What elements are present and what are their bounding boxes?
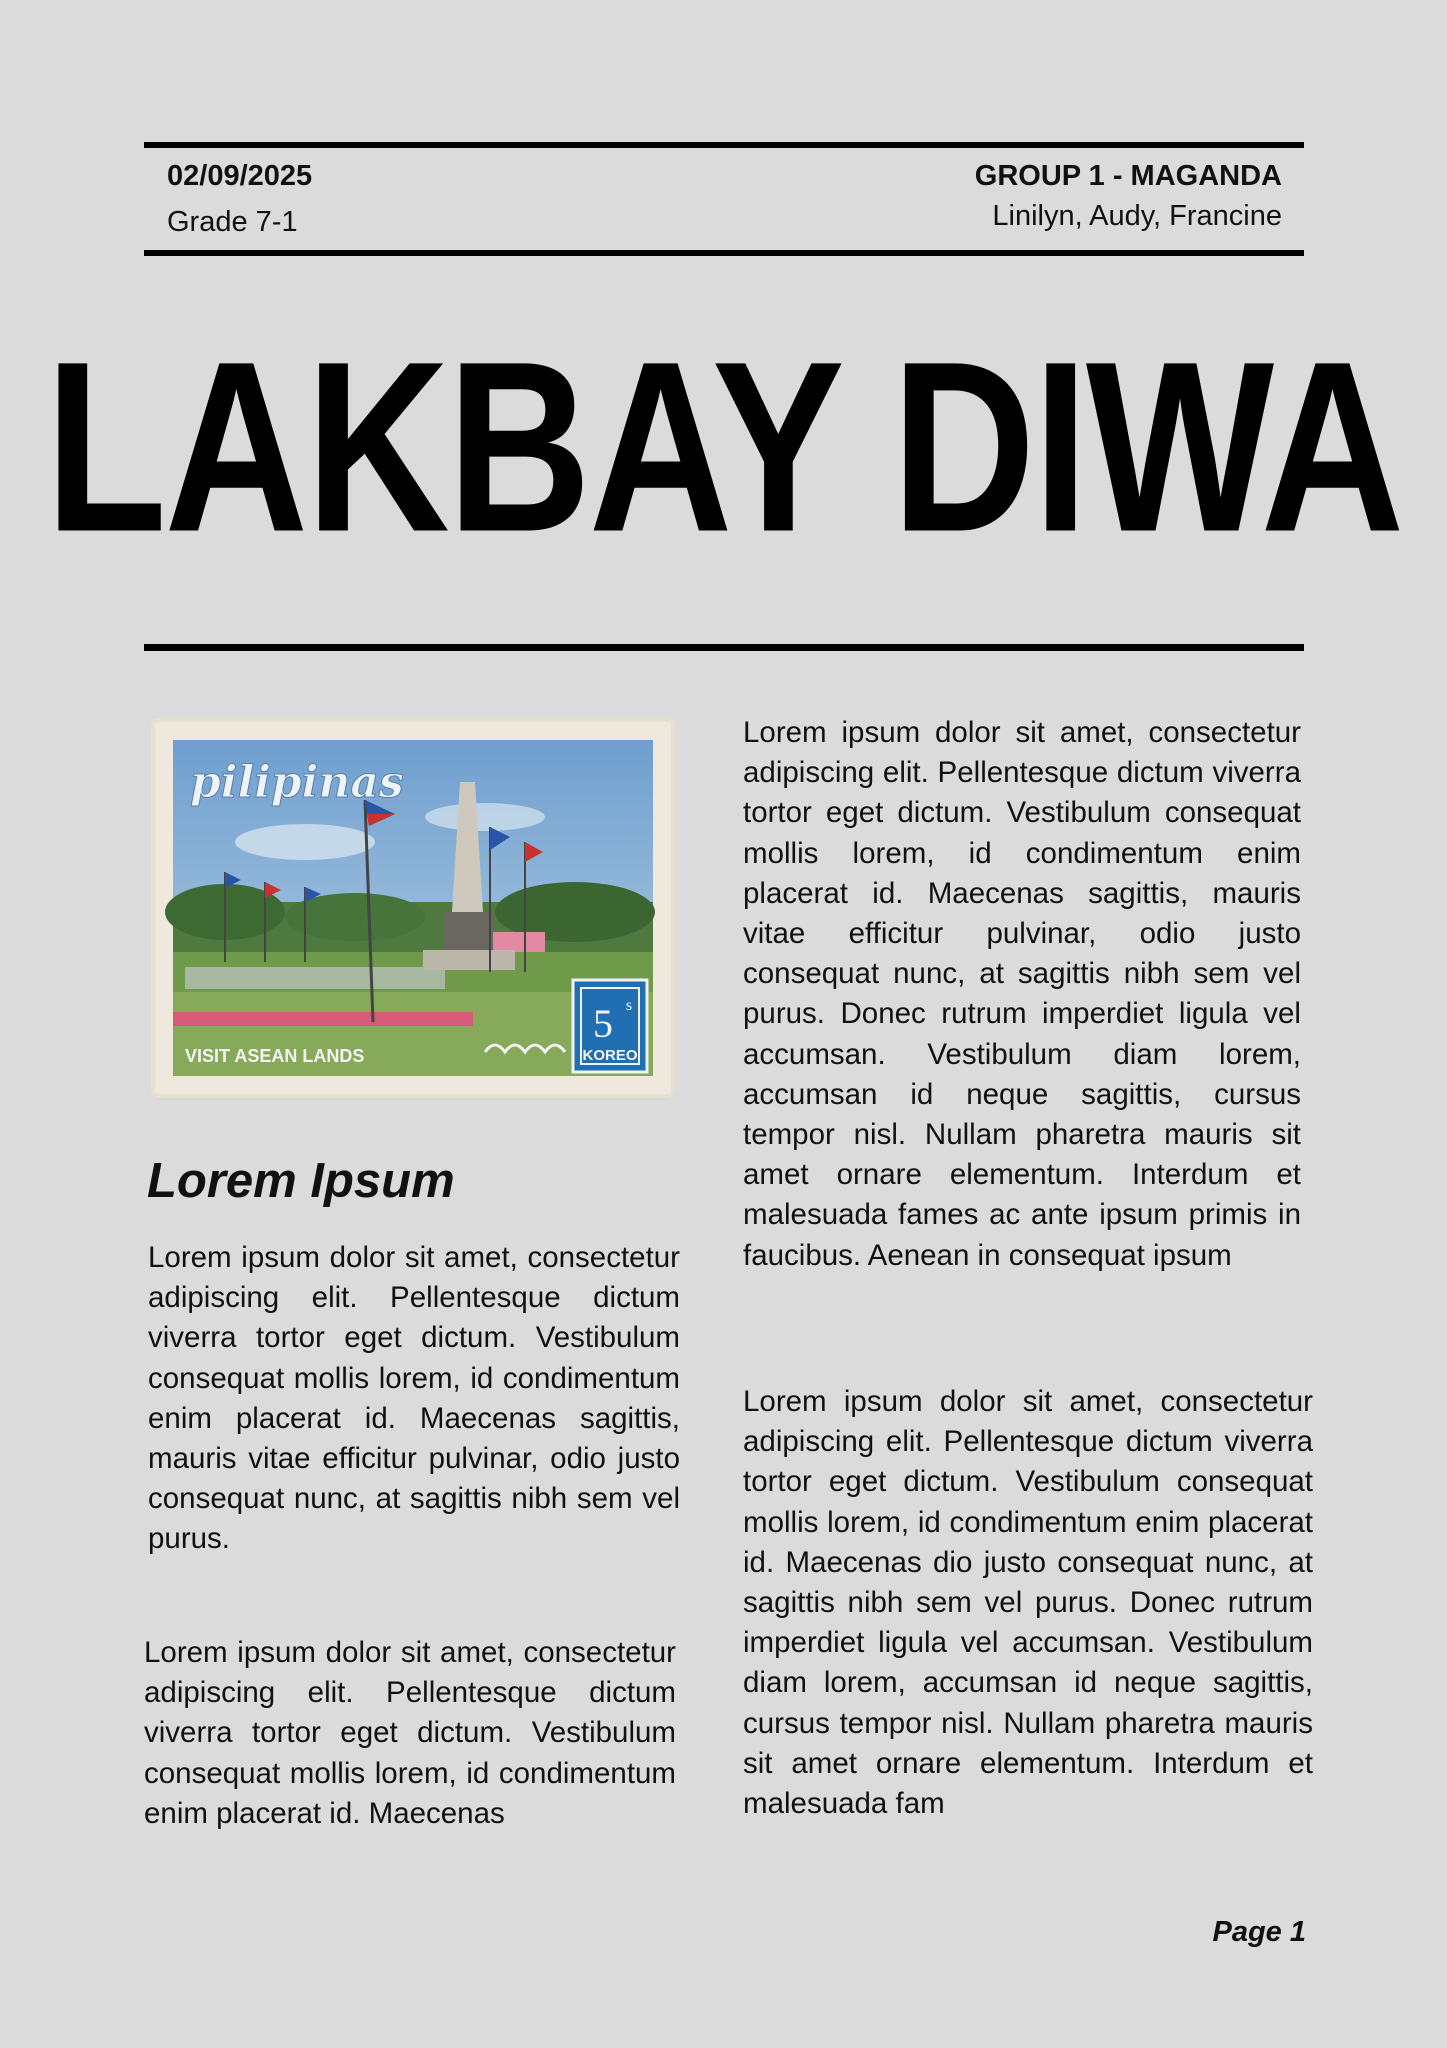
stamp-country: pilipinas xyxy=(190,757,404,808)
header-bottom-rule xyxy=(144,250,1304,256)
top-rule xyxy=(144,142,1304,148)
group-members: Linilyn, Audy, Francine xyxy=(992,200,1282,232)
masthead xyxy=(45,311,1403,583)
right-paragraph-2: Lorem ipsum dolor sit amet, consectetur adipiscing elit. Pellentesque dictum viverra tortor eget dictum. Vestibulum consequat mollis lorem, id condimentum enim placerat id. Maecenas dio justo consequat nunc, at sagittis nibh sem vel purus. Donec rutrum imperdiet ligula vel accumsan. Vestibulum diam lorem, accumsan id neque sagittis, cursus tempor nisl. Nullam pharetra mauris sit amet ornare elementum. Interdum et malesuada fam xyxy=(743,1385,1313,1821)
masthead-rule xyxy=(144,644,1304,651)
left-paragraph-2: Lorem ipsum dolor sit amet, consectetur adipiscing elit. Pellentesque dictum viverra tortor eget dictum. Vestibulum consequat mollis lorem, id condimentum enim placerat id. Maecenas xyxy=(144,1636,676,1830)
stamp-artwork xyxy=(155,722,671,1094)
postage-stamp-image xyxy=(155,722,671,1094)
stamp-value: 5 xyxy=(593,1001,613,1046)
grade-label: Grade 7-1 xyxy=(167,206,298,238)
masthead-title: LAKBAY DIWA xyxy=(45,311,1403,583)
left-paragraph-1: Lorem ipsum dolor sit amet, consectetur adipiscing elit. Pellentesque dictum viverra tortor eget dictum. Vestibulum consequat mollis lorem, id condimentum enim placerat id. Maecenas sagittis, mauris vitae efficitur pulvinar, odio justo consequat nunc, at sagittis nibh sem vel purus. xyxy=(148,1241,680,1556)
article-heading: Lorem Ipsum xyxy=(147,1154,455,1208)
page-number: Page 1 xyxy=(1212,1916,1306,1948)
right-paragraph-1: Lorem ipsum dolor sit amet, consectetur adipiscing elit. Pellentesque dictum viverra tortor eget dictum. Vestibulum consequat mollis lorem, id condimentum enim placerat id. Maecenas sagittis, mauris vitae efficitur pulvinar, odio justo consequat nunc, at sagittis nibh sem vel purus. Donec rutrum imperdiet ligula vel accumsan. Vestibulum diam lorem, accumsan id neque sagittis, cursus tempor nisl. Nullam pharetra mauris sit amet ornare elementum. Interdum et malesuada fames ac ante ipsum primis in faucibus. Aenean in consequat ipsum xyxy=(743,716,1301,1272)
stamp-caption: VISIT ASEAN LANDS xyxy=(185,1046,365,1066)
stamp-value-superscript: s xyxy=(625,997,633,1014)
group-name: GROUP 1 - MAGANDA xyxy=(974,160,1282,192)
issue-date: 02/09/2025 xyxy=(167,160,313,192)
stamp-currency: KOREO xyxy=(582,1047,638,1064)
